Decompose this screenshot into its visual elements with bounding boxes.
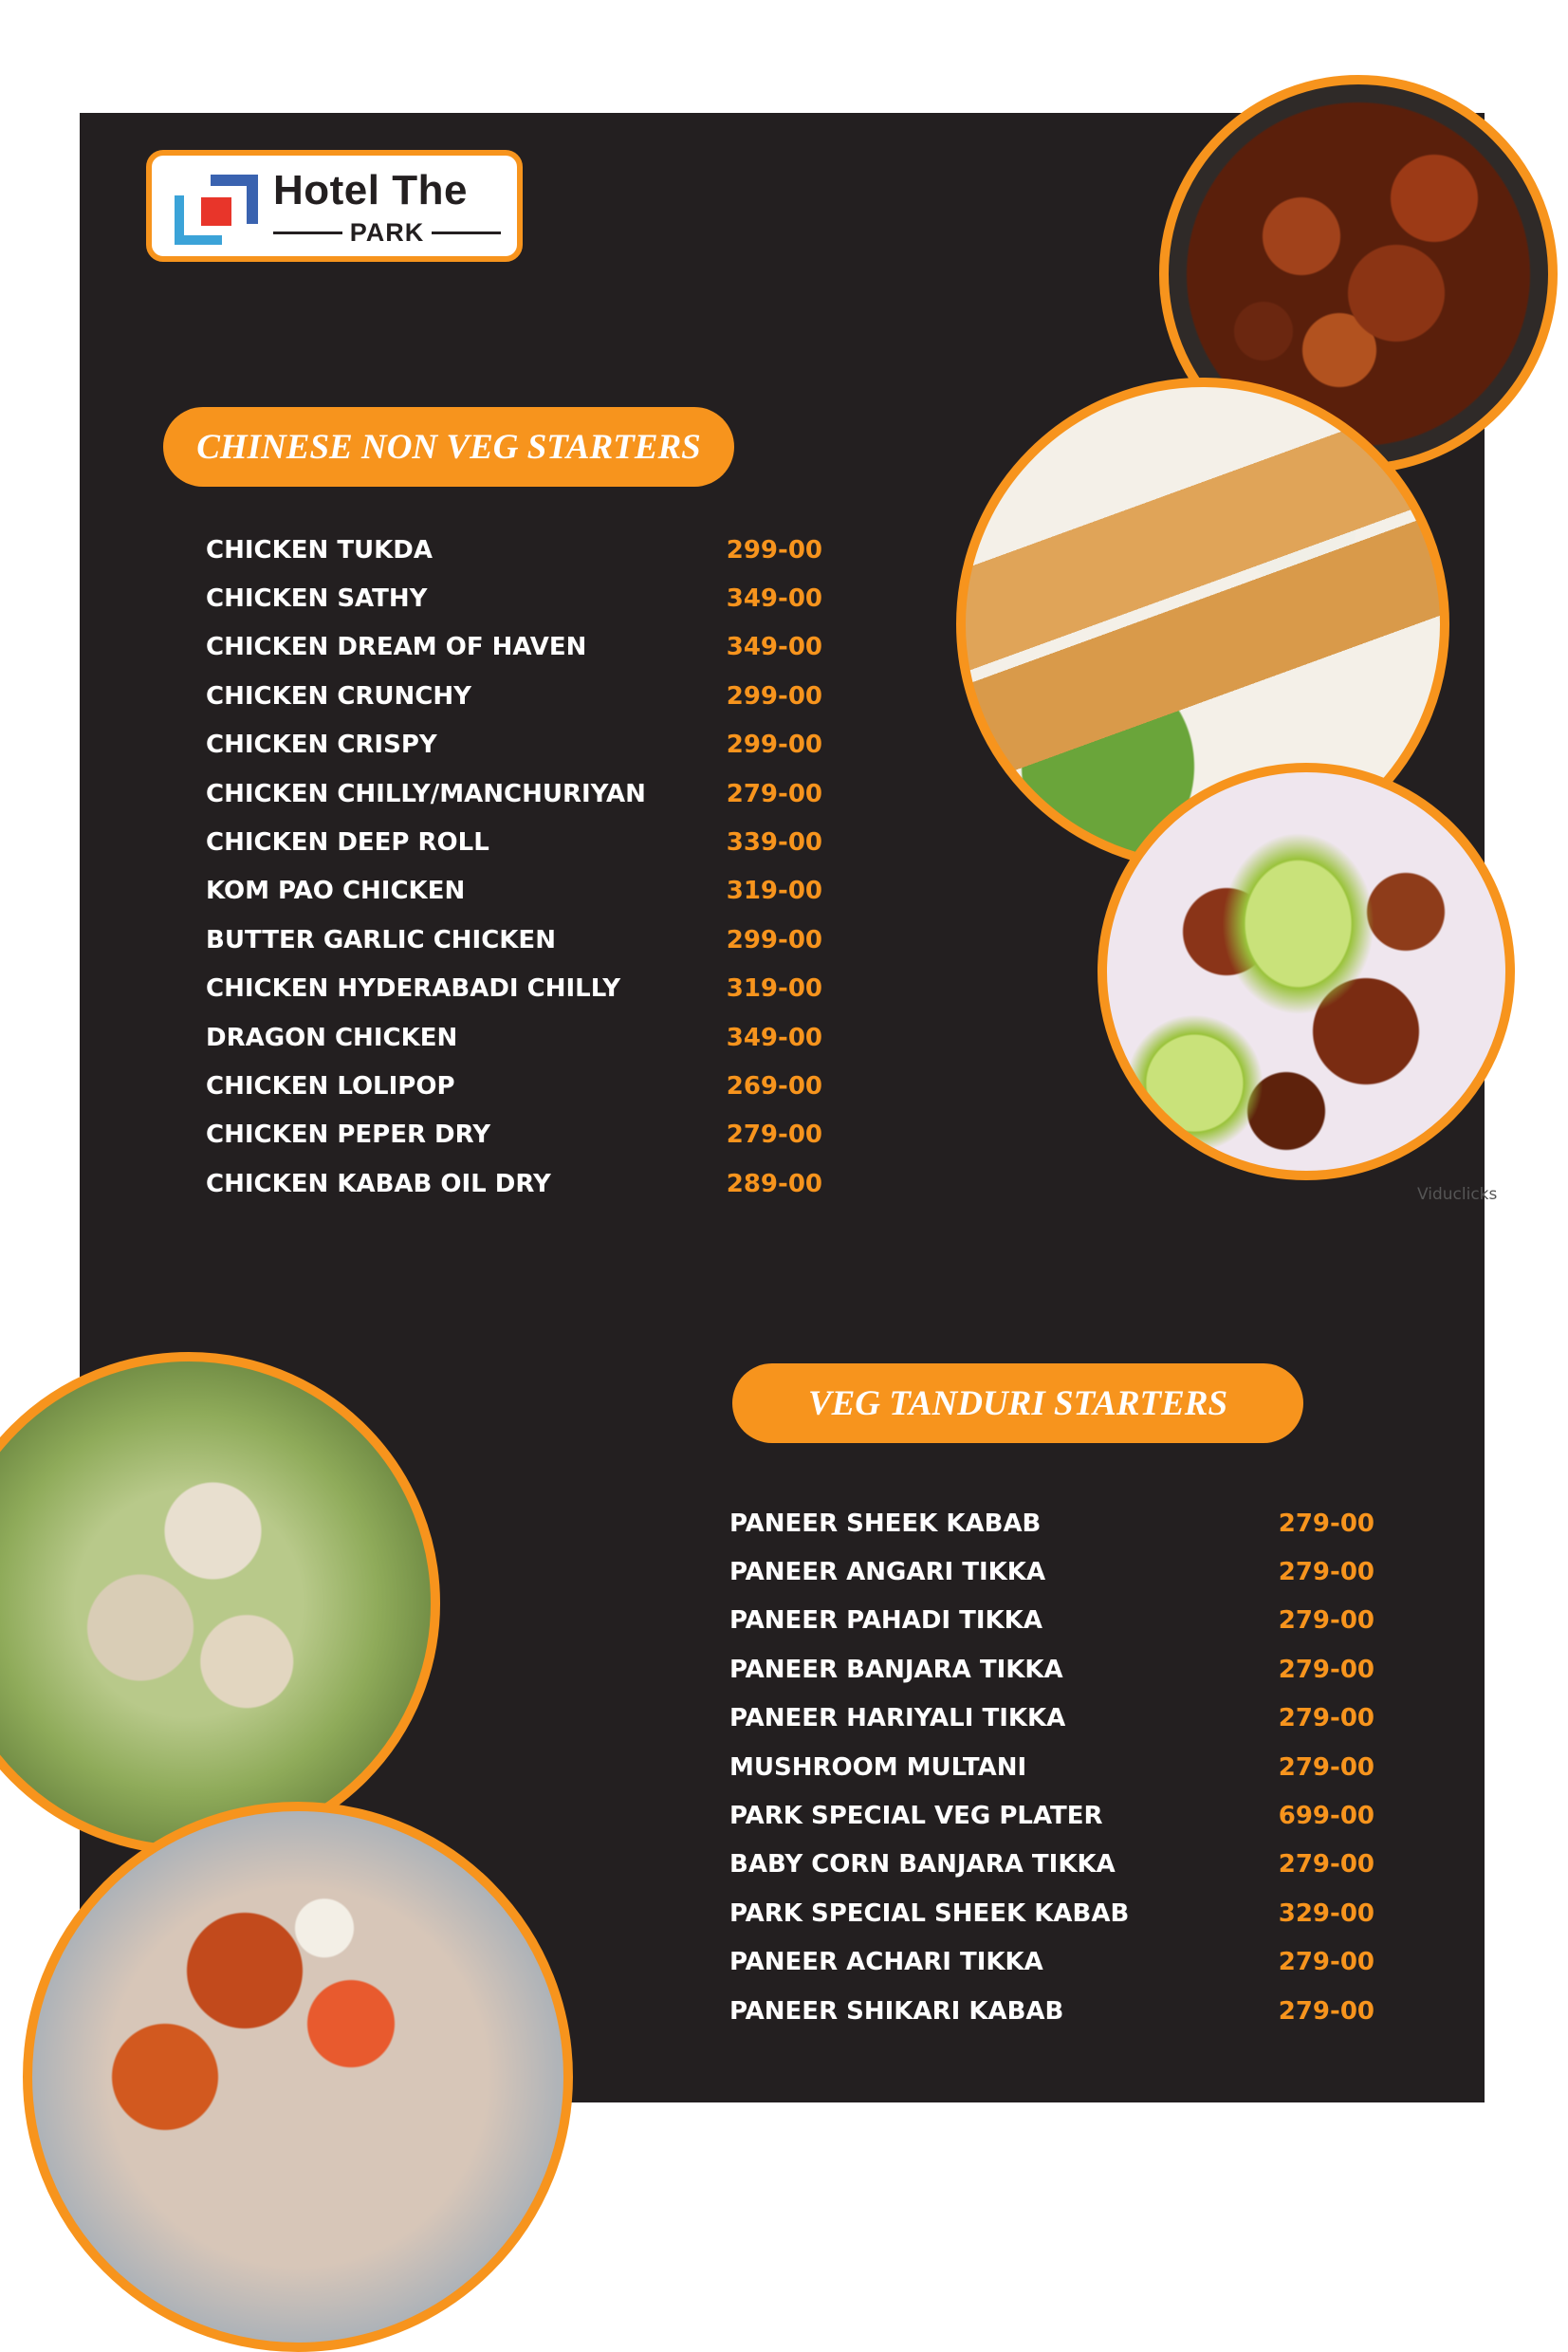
menu-item [206,1159,822,1208]
item-price: 299-00 [726,925,822,954]
menu-item [206,818,822,866]
item-price: 279-00 [726,779,822,808]
item-price: 329-00 [1278,1898,1374,1928]
item-price: 299-00 [726,535,822,565]
section-header-veg [732,1363,1303,1443]
menu-item [206,1013,822,1062]
item-name: CHICKEN DREAM OF HAVEN [206,633,587,662]
section-header-chinese [163,407,734,487]
item-price: 319-00 [726,974,822,1004]
menu-item [729,1499,1374,1547]
logo-rule-left [273,231,342,234]
photo-watermark: Viduclicks [1417,1185,1498,1204]
item-price: 279-00 [1278,1655,1374,1684]
menu-item [206,526,822,574]
menu-item [729,1889,1374,1937]
menu-item [206,574,822,622]
item-price: 279-00 [1278,1996,1374,2026]
menu-item [729,1841,1374,1889]
menu-item [206,965,822,1013]
item-price: 279-00 [1278,1948,1374,1977]
item-price: 279-00 [1278,1704,1374,1733]
item-price: 349-00 [726,584,822,614]
menu-list-chinese [206,526,822,1208]
item-price: 339-00 [726,828,822,858]
item-name: PARK SPECIAL VEG PLATER [729,1802,1103,1831]
item-name: DRAGON CHICKEN [206,1023,458,1052]
hotel-subname: PARK [349,218,425,247]
item-name: CHICKEN CRUNCHY [206,681,471,711]
item-price: 349-00 [726,633,822,662]
item-name: CHICKEN LOLIPOP [206,1071,455,1101]
item-price: 279-00 [726,1120,822,1150]
item-name: KOM PAO CHICKEN [206,877,466,906]
menu-item [729,1743,1374,1791]
paneer-angari-photo [23,1802,573,2352]
menu-board [80,113,1498,2102]
menu-item [206,672,822,720]
item-name: CHICKEN HYDERABADI CHILLY [206,974,621,1004]
item-name: PANEER SHEEK KABAB [729,1509,1042,1538]
item-name: CHICKEN KABAB OIL DRY [206,1169,551,1198]
logo-rule-right [432,231,501,234]
item-name: CHICKEN TUKDA [206,535,434,565]
hotel-logo [146,150,523,262]
menu-item [206,623,822,672]
item-price: 299-00 [726,731,822,760]
menu-item [206,1062,822,1110]
item-price: 279-00 [1278,1509,1374,1538]
menu-item [206,769,822,818]
item-name: CHICKEN CHILLY/MANCHURIYAN [206,779,646,808]
menu-item [206,916,822,964]
paneer-tikka-photo [0,1352,440,1855]
item-price: 349-00 [726,1023,822,1052]
item-name: MUSHROOM MULTANI [729,1752,1027,1782]
item-name: CHICKEN DEEP ROLL [206,828,489,858]
item-name: CHICKEN SATHY [206,584,428,614]
hotel-logo-mark-icon [169,169,264,250]
item-price: 269-00 [726,1071,822,1101]
menu-item [206,867,822,916]
menu-item [729,1938,1374,1987]
item-price: 279-00 [1278,1558,1374,1587]
item-price: 299-00 [726,681,822,711]
menu-item [729,1987,1374,2035]
item-price: 699-00 [1278,1802,1374,1831]
item-name: PARK SPECIAL SHEEK KABAB [729,1898,1130,1928]
menu-item [729,1645,1374,1694]
item-price: 279-00 [1278,1752,1374,1782]
item-name: PANEER SHIKARI KABAB [729,1996,1064,2026]
item-name: BUTTER GARLIC CHICKEN [206,925,556,954]
item-name: CHICKEN CRISPY [206,731,437,760]
menu-item [729,1695,1374,1743]
item-name: BABY CORN BANJARA TIKKA [729,1850,1116,1880]
item-name: PANEER BANJARA TIKKA [729,1655,1063,1684]
chicken-pakoda-photo [1098,763,1515,1180]
hotel-name: Hotel The [273,167,468,213]
menu-item [206,721,822,769]
hotel-name-sub [273,218,501,248]
menu-list-veg [729,1499,1374,2035]
item-name: PANEER HARIYALI TIKKA [729,1704,1066,1733]
item-name: PANEER ANGARI TIKKA [729,1558,1046,1587]
menu-item [206,1111,822,1159]
menu-item [729,1597,1374,1645]
item-price: 289-00 [726,1169,822,1198]
menu-item [729,1547,1374,1596]
item-name: PANEER ACHARI TIKKA [729,1948,1043,1977]
item-price: 279-00 [1278,1606,1374,1636]
item-name: PANEER PAHADI TIKKA [729,1606,1042,1636]
menu-item [729,1791,1374,1840]
item-price: 279-00 [1278,1850,1374,1880]
item-price: 319-00 [726,877,822,906]
section-title-veg: VEG TANDURI STARTERS [807,1383,1228,1423]
item-name: CHICKEN PEPER DRY [206,1120,491,1150]
section-title-chinese: CHINESE NON VEG STARTERS [196,427,701,467]
